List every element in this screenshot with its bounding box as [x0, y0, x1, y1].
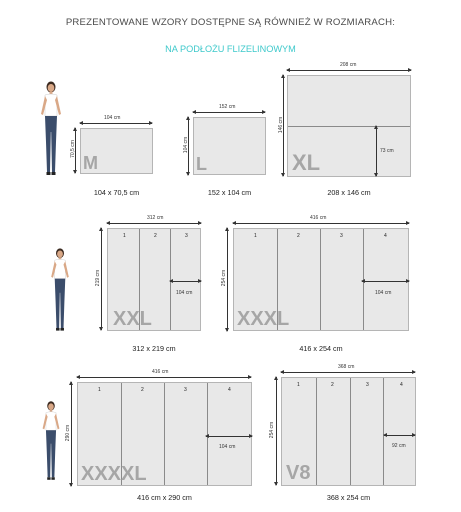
page-subtitle: NA PODŁOŻU FLIZELINOWYM [165, 44, 296, 54]
height-label: 70,5 cm [70, 140, 76, 158]
height-label: 104 cm [183, 136, 189, 154]
size-caption: 416 x 254 cm [299, 344, 343, 353]
strip-width-label: 104 cm [375, 290, 392, 296]
size-caption: 208 x 146 cm [327, 188, 371, 197]
height-dimension-arrow [276, 377, 277, 485]
strip-height-arrow [376, 126, 377, 176]
width-dimension-arrow [80, 123, 152, 124]
strip-divider [383, 378, 384, 485]
height-dimension-arrow [101, 228, 102, 330]
strip-number: 1 [123, 233, 126, 239]
width-label: 104 cm [104, 115, 121, 121]
strip-divider [164, 383, 165, 485]
size-code: XXXL [237, 308, 290, 330]
size-code: XL [292, 150, 321, 175]
size-code: XXXXL [81, 463, 147, 485]
width-dimension-arrow [107, 223, 201, 224]
height-label: 146 cm [278, 116, 284, 134]
width-dimension-arrow [281, 372, 415, 373]
width-label: 368 cm [338, 364, 355, 370]
width-label: 416 cm [152, 369, 169, 375]
strip-divider [316, 378, 317, 485]
size-caption: 152 x 104 cm [207, 188, 252, 197]
height-label: 290 cm [65, 424, 71, 442]
height-dimension-arrow [71, 382, 72, 486]
strip-number: 2 [141, 387, 144, 393]
person-figure [38, 80, 64, 180]
width-label: 312 cm [147, 215, 164, 221]
size-code: M [83, 153, 98, 173]
strip-number: 2 [154, 233, 157, 239]
strip-width-label: 92 cm [392, 443, 406, 449]
wallpaper-panel [80, 128, 153, 174]
strip-number: 2 [331, 382, 334, 388]
strip-number: 1 [297, 382, 300, 388]
strip-number: 1 [254, 233, 257, 239]
wallpaper-panel [107, 228, 201, 331]
size-code: L [196, 154, 207, 174]
strip-width-arrow [170, 281, 201, 282]
strip-number: 4 [400, 382, 403, 388]
height-dimension-arrow [227, 228, 228, 331]
strip-number: 1 [98, 387, 101, 393]
height-label: 254 cm [221, 269, 227, 287]
strip-width-arrow [206, 436, 252, 437]
strip-width-label: 104 cm [219, 444, 236, 450]
size-caption: 416 cm x 290 cm [137, 493, 192, 502]
height-label: 219 cm [95, 269, 101, 287]
strip-divider [320, 229, 321, 330]
width-label: 152 cm [219, 104, 236, 110]
strip-number: 3 [340, 233, 343, 239]
size-caption: 312 x 219 cm [132, 344, 176, 353]
strip-number: 4 [228, 387, 231, 393]
wallpaper-panel [193, 117, 266, 175]
width-dimension-arrow [287, 70, 411, 71]
wallpaper-panel [287, 75, 411, 177]
strip-number: 4 [384, 233, 387, 239]
wallpaper-panel [281, 377, 416, 486]
width-dimension-arrow [233, 223, 409, 224]
height-label: 254 cm [269, 421, 275, 439]
width-dimension-arrow [77, 377, 251, 378]
person-figure [38, 400, 64, 484]
strip-number: 3 [184, 387, 187, 393]
size-code: XXL [113, 308, 152, 330]
strip-width-arrow [362, 281, 409, 282]
wallpaper-panel [233, 228, 409, 331]
strip-number: 2 [297, 233, 300, 239]
width-dimension-arrow [193, 112, 265, 113]
strip-width-label: 104 cm [176, 290, 193, 296]
size-code: V8 [286, 462, 311, 484]
strip-height-label: 73 cm [380, 148, 394, 154]
strip-divider [288, 126, 410, 127]
person-figure [47, 247, 73, 335]
page-title: PREZENTOWANE WZORY DOSTĘPNE SĄ RÓWNIEŻ W ROZMIARACH: [65, 17, 396, 28]
width-label: 416 cm [310, 215, 327, 221]
width-label: 208 cm [340, 62, 357, 68]
strip-width-arrow [384, 435, 415, 436]
strip-divider [350, 378, 351, 485]
wallpaper-panel [77, 382, 252, 486]
strip-number: 3 [366, 382, 369, 388]
size-caption: 104 x 70,5 cm [93, 188, 140, 197]
strip-number: 3 [185, 233, 188, 239]
size-caption: 368 x 254 cm [326, 493, 371, 502]
